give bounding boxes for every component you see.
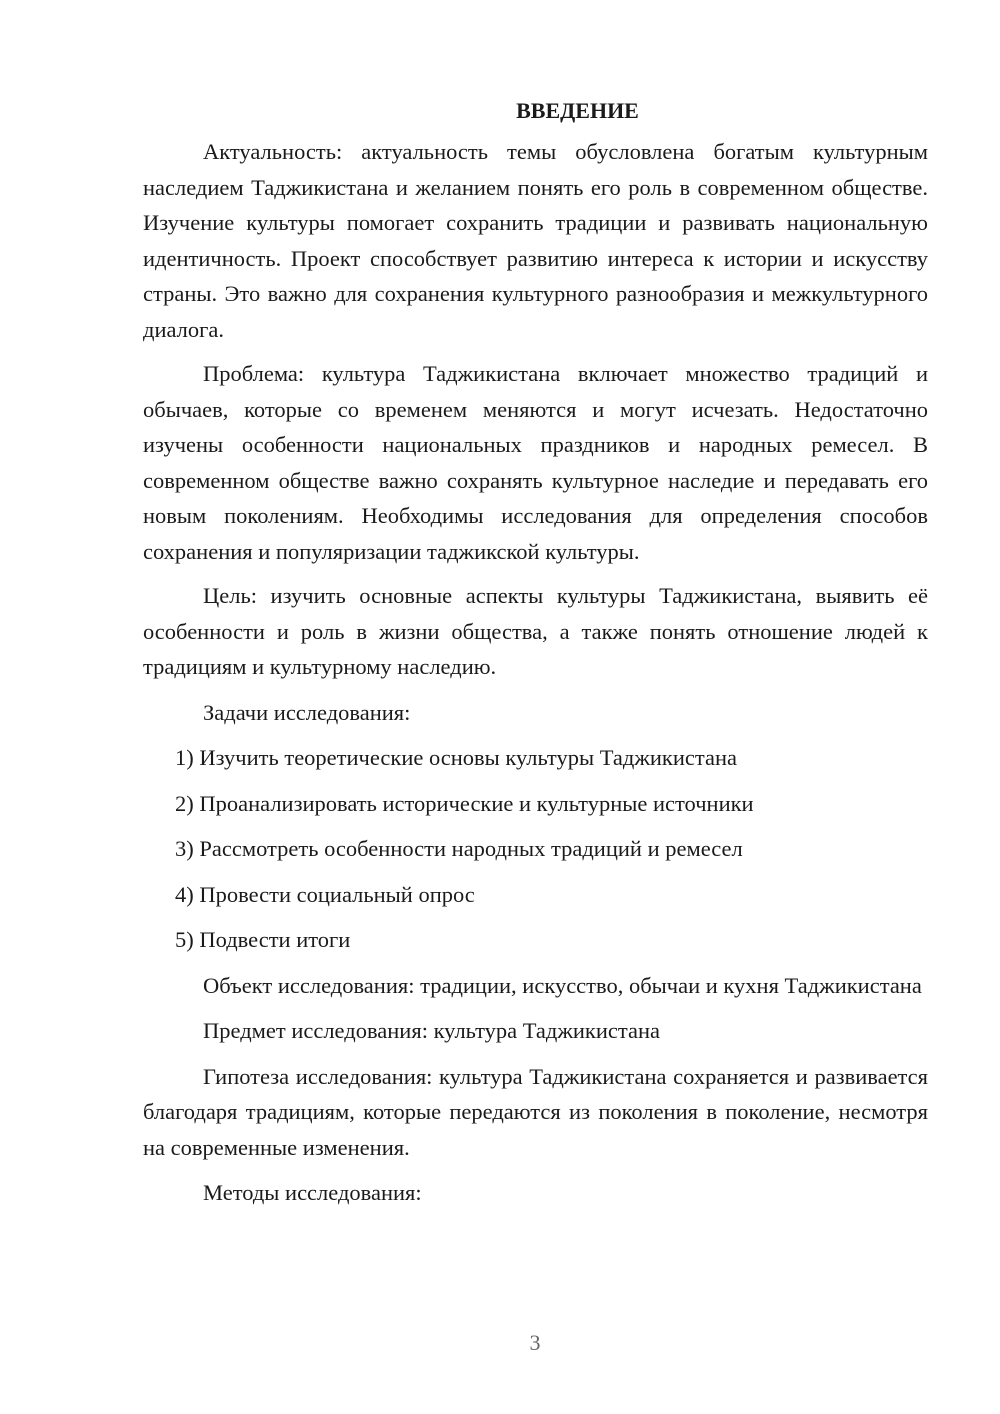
list-item: 4) Провести социальный опрос: [175, 881, 475, 907]
list-item: 1) Изучить теоретические основы культуры Таджикистана: [175, 745, 737, 770]
section-title: ВВЕДЕНИЕ: [516, 98, 639, 123]
paragraph-goal: Цель: изучить основные аспекты культуры Таджикистана, выявить её особенности и роль в жизни общества, а также понять отношение людей к традициям и культурному наследию.: [143, 583, 928, 679]
methods-heading: Методы исследования:: [203, 1180, 422, 1205]
paragraph-problem: Проблема: культура Таджикистана включает множество традиций и обычаев, которые со временем меняются и могут исчезать. Недостаточно изучены особенности национальных праздников и народных ремесел. В современном обществе важно сохранять культурное наследие и передавать его новым поколениям. Необходимы исследования для определения способов сохранения и популяризации таджикской культуры.: [143, 361, 928, 564]
list-item: 3) Рассмотреть особенности народных традиций и ремесел: [175, 836, 743, 861]
tasks-list: [143, 740, 928, 968]
paragraph-subject: Предмет исследования: культура Таджикистана: [203, 1018, 661, 1043]
list-item: 5) Подвести итоги: [175, 927, 351, 952]
page-number: 3: [529, 1330, 541, 1355]
list-item: 2) Проанализировать исторические и культурные источники: [175, 790, 754, 816]
tasks-heading: Задачи исследования:: [203, 699, 411, 725]
paragraph-relevance: Актуальность: актуальность темы обусловлена богатым культурным наследием Таджикистана и желанием понять его роль в современном обществе. Изучение культуры помогает сохранить традиции и развивать национальную идентичность. Проект способствует развитию интереса к истории и искусству страны. Это важно для сохранения культурного разнообразия и межкультурного диалога.: [143, 139, 928, 342]
document-page: [143, 93, 928, 1211]
paragraph-hypothesis: Гипотеза исследования: культура Таджикистана сохраняется и развивается благодаря традициям, которые передаются из поколения в поколение, несмотря на современные изменения.: [143, 1063, 928, 1160]
paragraph-object: Объект исследования: традиции, искусство, обычаи и кухня Таджикистана: [203, 972, 922, 998]
